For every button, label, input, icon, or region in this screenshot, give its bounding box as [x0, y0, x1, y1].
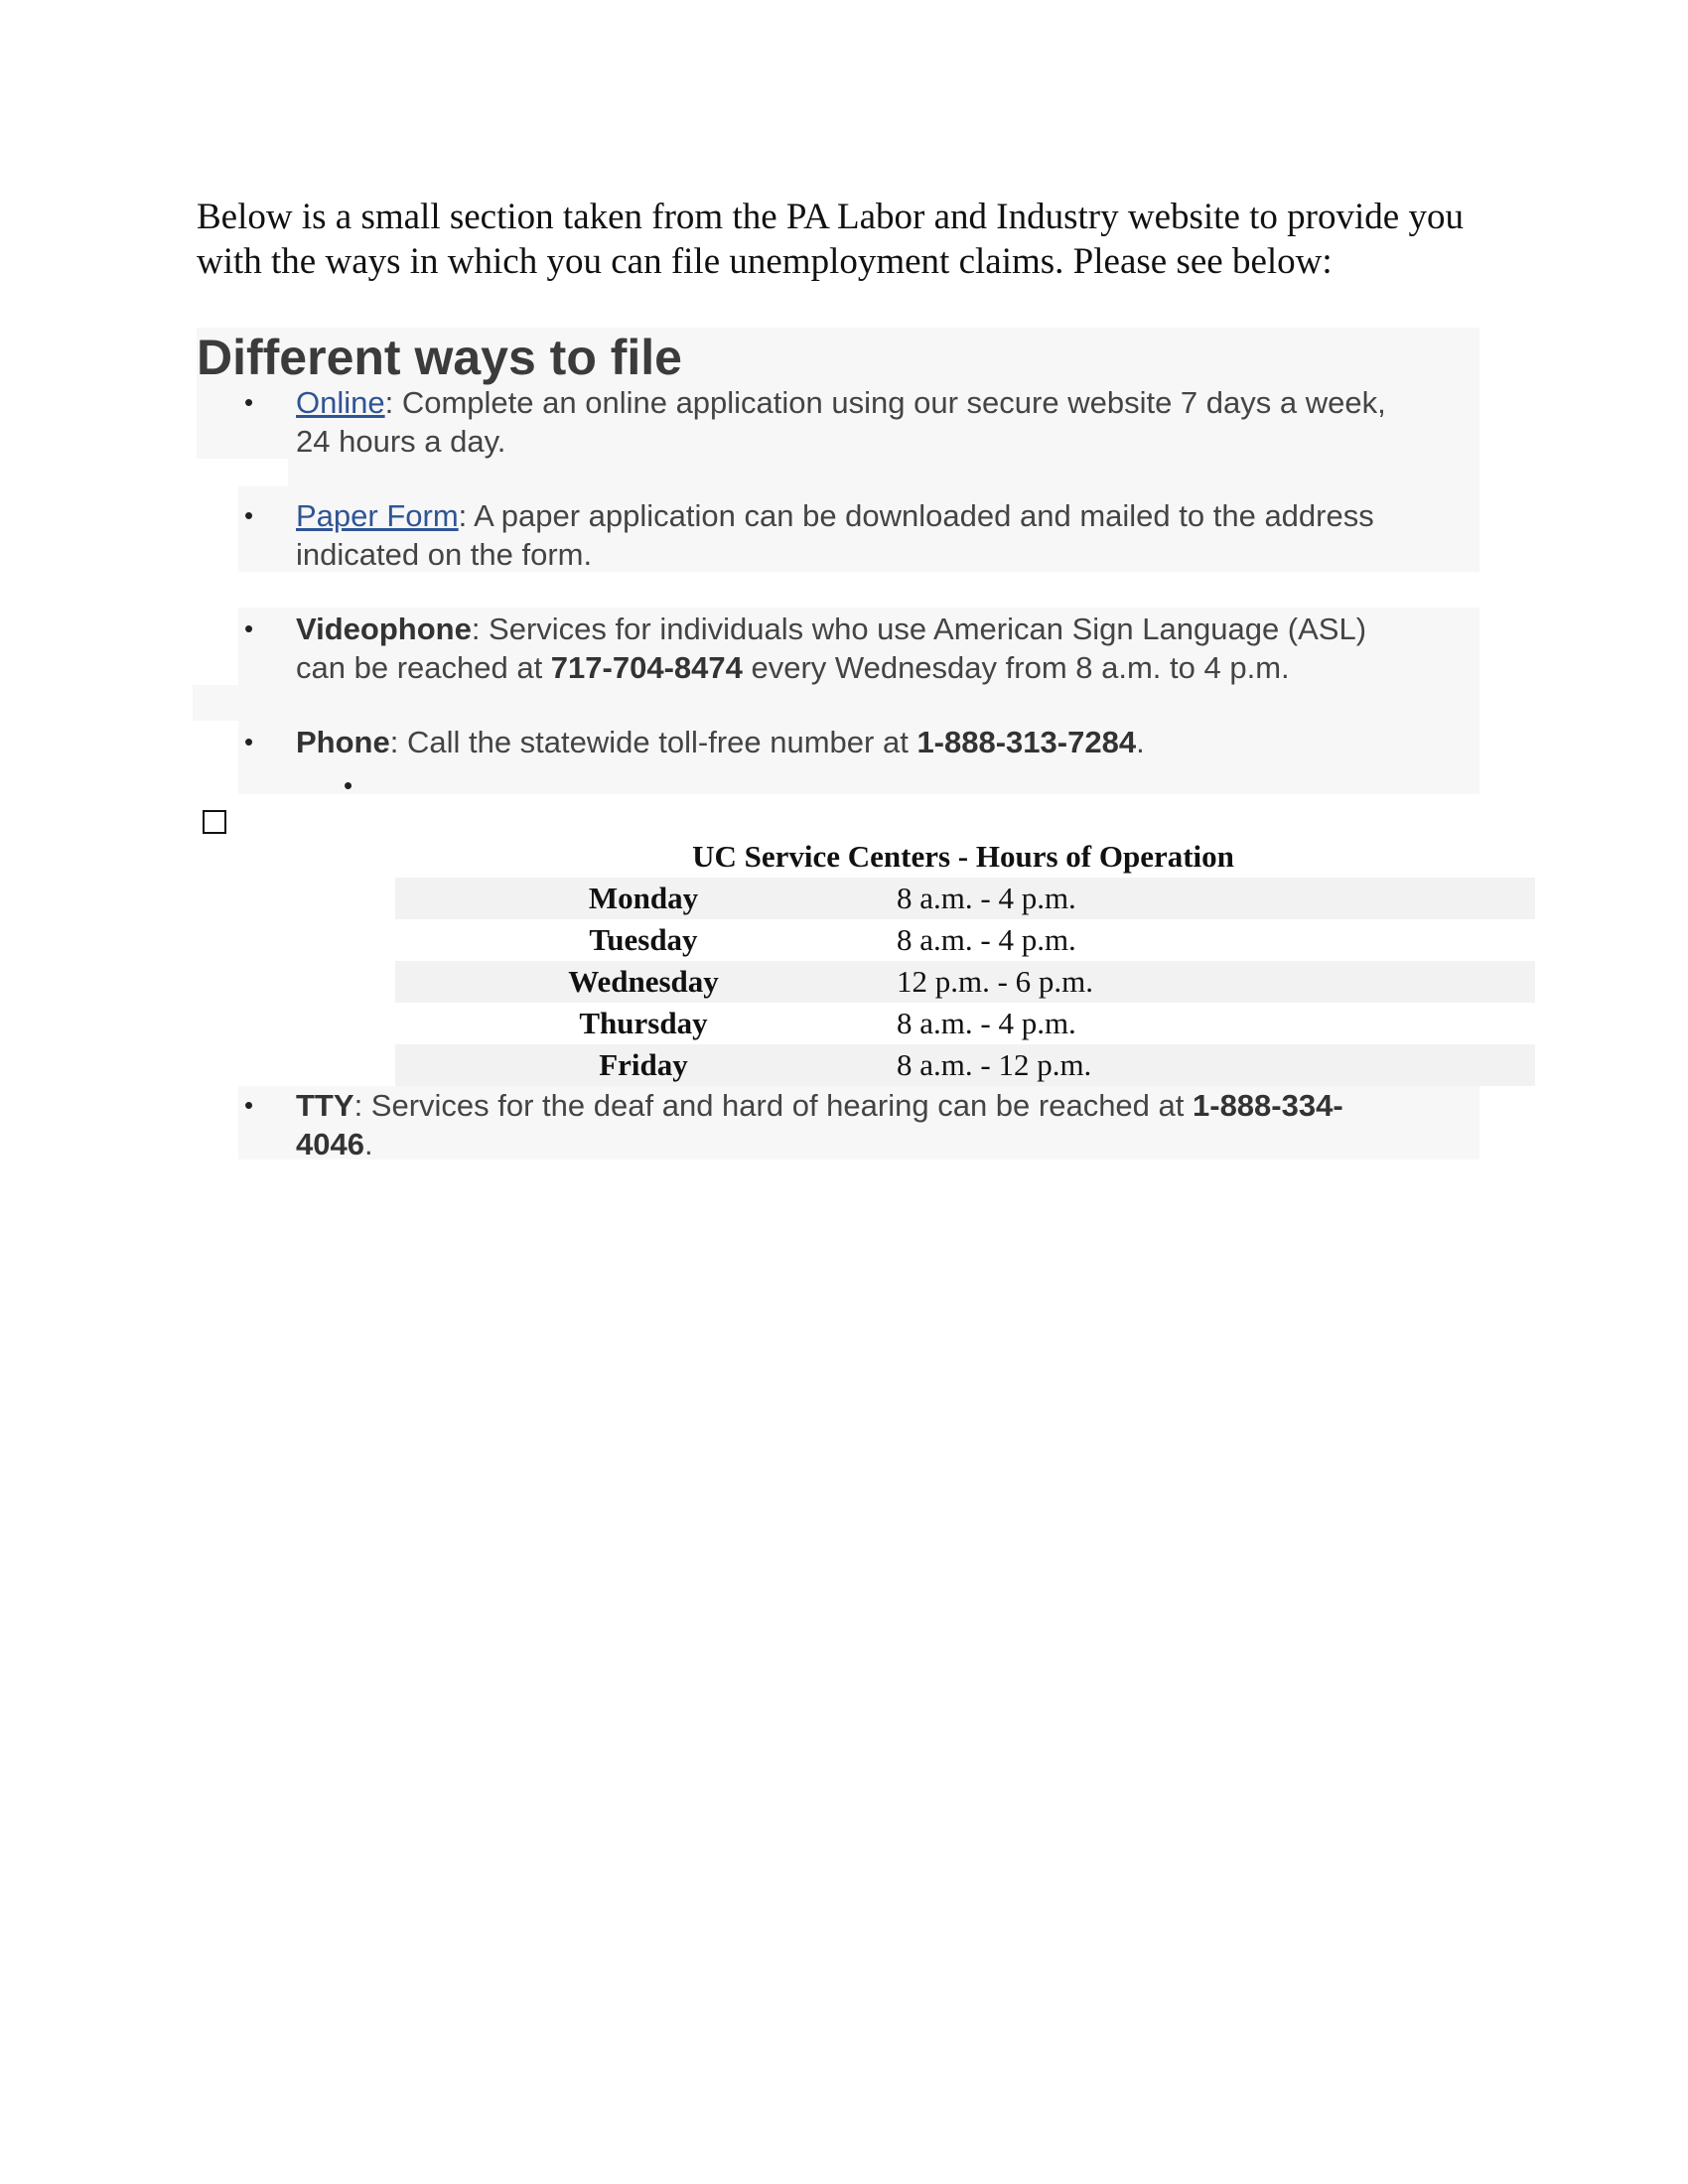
tty-number-part2: 4046 [296, 1127, 364, 1161]
phone-label: Phone [296, 725, 390, 759]
videophone-number: 717-704-8474 [550, 650, 743, 685]
snippet-background [193, 685, 252, 721]
empty-sub-bullet-icon: • [344, 770, 353, 800]
bullet-icon: • [244, 500, 254, 530]
list-item-phone: Phone: Call the statewide toll-free number at 1-888-313-7284. [296, 725, 1145, 759]
hours-cell: 8 a.m. - 4 p.m. [897, 1006, 1076, 1040]
table-row [395, 878, 1535, 919]
online-link[interactable]: Online [296, 385, 385, 420]
table-row [395, 1044, 1535, 1086]
hours-table-title: UC Service Centers - Hours of Operation [692, 839, 1234, 874]
paper-form-link[interactable]: Paper Form [296, 498, 459, 533]
list-item-online: Online: Complete an online application using our secure website 7 days a week, 24 hours a day. [296, 385, 1386, 459]
list-item-videophone: Videophone: Services for individuals who use American Sign Language (ASL) can be reached at 717-704-8474 every Wednesday from 8 a.m. to 4 p.m. [296, 612, 1367, 685]
hours-cell: 8 a.m. - 4 p.m. [897, 922, 1076, 957]
day-cell: Wednesday [568, 964, 719, 999]
day-cell: Thursday [579, 1006, 708, 1040]
list-item-tty: TTY: Services for the deaf and hard of hearing can be reached at 1-888-334- 4046. [296, 1088, 1343, 1161]
bullet-icon: • [244, 614, 254, 643]
bullet-icon: • [244, 387, 254, 417]
tty-label: TTY [296, 1088, 354, 1123]
day-cell: Tuesday [589, 922, 698, 957]
hours-cell: 8 a.m. - 4 p.m. [897, 881, 1076, 915]
table-row [395, 961, 1535, 1003]
table-row [395, 1003, 1535, 1044]
day-cell: Friday [599, 1047, 688, 1082]
bullet-icon: • [244, 727, 254, 756]
phone-number: 1-888-313-7284 [916, 725, 1137, 759]
list-item-paper-form: Paper Form: A paper application can be downloaded and mailed to the address indicated on the form. [296, 498, 1374, 572]
checkbox-icon[interactable] [203, 810, 226, 834]
hours-cell: 12 p.m. - 6 p.m. [897, 964, 1094, 999]
intro-paragraph: Below is a small section taken from the PA Labor and Industry website to provide you with the ways in which you can file unemployment claims. Please see below: [197, 197, 1464, 282]
videophone-label: Videophone [296, 612, 472, 646]
tty-number-part1: 1-888-334- [1193, 1088, 1343, 1123]
table-row [395, 919, 1535, 961]
hours-cell: 8 a.m. - 12 p.m. [897, 1047, 1092, 1082]
section-heading: Different ways to file [197, 330, 682, 385]
bullet-icon: • [244, 1090, 254, 1120]
day-cell: Monday [588, 881, 699, 915]
